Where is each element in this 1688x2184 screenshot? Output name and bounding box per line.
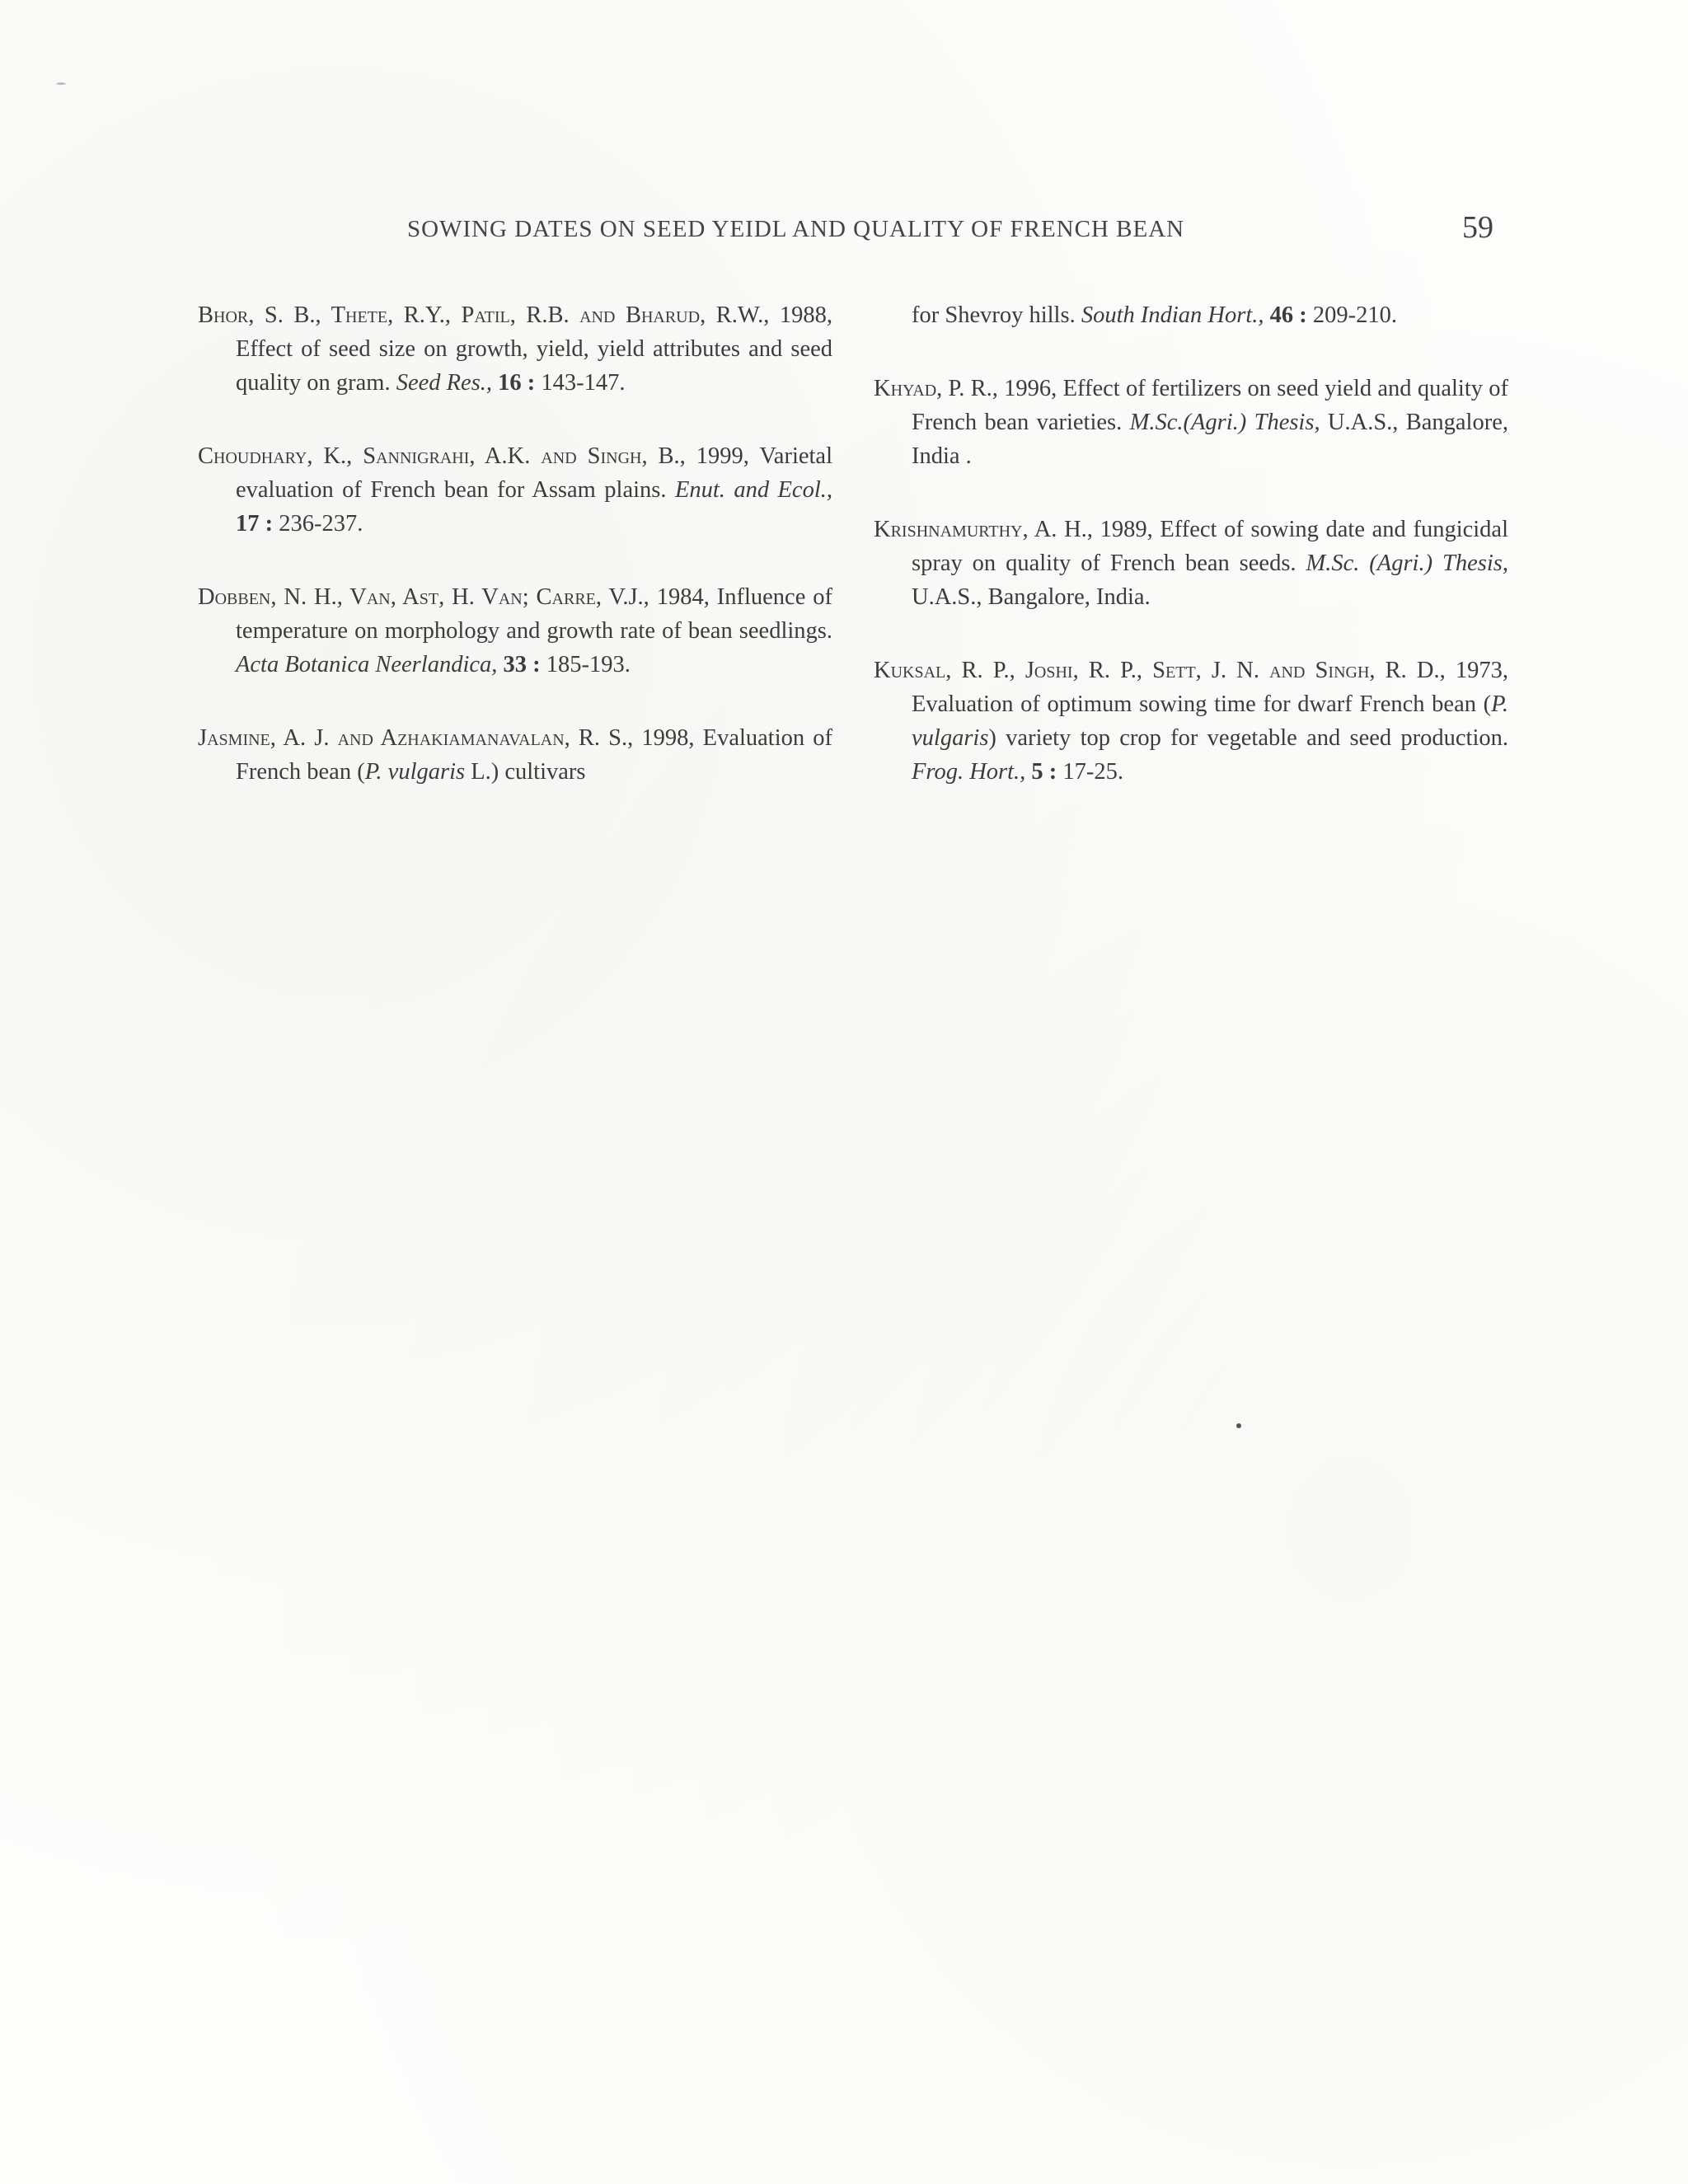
reference-pages: 236-237. xyxy=(279,511,363,537)
reference-volume: 33 : xyxy=(497,652,546,677)
reference-authors: Kuksal, R. P., Joshi, R. P., Sett, J. N. and Singh, R. D., xyxy=(874,658,1446,683)
reference-journal: Seed Res., xyxy=(396,370,493,396)
reference-title: Varietal evaluation of French bean for Assam plains. xyxy=(236,443,832,503)
reference-pages: 209-210. xyxy=(1312,302,1397,328)
scan-speck xyxy=(1236,1423,1241,1428)
reference-authors: Krishnamurthy, A. H., xyxy=(874,517,1093,542)
reference-journal: South Indian Hort., xyxy=(1081,302,1264,328)
reference-title: Evaluation of French bean ( xyxy=(236,725,832,785)
reference-entry xyxy=(198,298,832,400)
reference-pages: 17-25. xyxy=(1062,759,1124,785)
reference-title: Evaluation of optimum sowing time for dwarf French bean ( xyxy=(912,691,1492,717)
reference-authors: Khyad, P. R., xyxy=(874,376,998,401)
reference-volume: 17 : xyxy=(236,511,279,537)
reference-title: Influence of temperature on morphology and growth rate of bean seedlings. xyxy=(236,584,833,644)
reference-journal: M.Sc.(Agri.) Thesis, xyxy=(1129,410,1320,435)
reference-volume: 16 : xyxy=(492,370,542,396)
reference-authors: Dobben, N. H., Van, Ast, H. Van; Carre, V.J., xyxy=(198,584,649,610)
reference-journal: Acta Botanica Neerlandica, xyxy=(236,652,498,677)
reference-authors: Jasmine, A. J. and Azhakiamanavalan, R. S., xyxy=(198,725,634,751)
reference-entry xyxy=(874,654,1508,789)
reference-year: 1973, xyxy=(1445,658,1509,683)
reference-entry xyxy=(198,721,832,789)
reference-entry xyxy=(198,580,832,682)
reference-year: 1984, xyxy=(649,584,717,610)
reference-year: 1996, xyxy=(997,376,1063,401)
reference-title: for Shevroy hills. xyxy=(912,302,1081,328)
reference-species: P. vulgaris xyxy=(912,691,1508,751)
reference-volume: 5 : xyxy=(1025,759,1063,785)
reference-year: 1998, xyxy=(633,725,703,751)
reference-year: 1989, xyxy=(1092,517,1160,542)
reference-authors: Bhor, S. B., Thete, R.Y., Patil, R.B. and Bharud, R.W., xyxy=(198,302,770,328)
reference-authors: Choudhary, K., Sannigrahi, A.K. and Singh, B., xyxy=(198,443,686,469)
reference-journal: Enut. and Ecol., xyxy=(674,477,833,503)
reference-entry xyxy=(874,513,1508,614)
reference-journal: M.Sc. (Agri.) Thesis, xyxy=(1306,551,1508,576)
reference-species: P. vulgaris xyxy=(364,759,466,785)
reference-pages: U.A.S., Bangalore, India. xyxy=(912,584,1151,610)
reference-year: 1988, xyxy=(769,302,833,328)
running-head: SOWING DATES ON SEED YEIDL AND QUALITY OF FRENCH BEAN xyxy=(407,216,1185,242)
references-right-column xyxy=(874,298,1508,828)
page-number: 59 xyxy=(1462,210,1493,245)
reference-journal: Frog. Hort., xyxy=(912,759,1026,785)
references-left-column xyxy=(198,298,832,828)
scan-speck xyxy=(56,82,66,85)
reference-title: Effect of fertilizers on seed yield and quality of French bean varieties. xyxy=(912,376,1509,435)
reference-title-end: ) variety top crop for vegetable and seed production. xyxy=(988,725,1508,751)
reference-continuation xyxy=(874,298,1508,332)
reference-title: Effect of sowing date and fungicidal spray on quality of French bean seeds. xyxy=(912,517,1509,576)
reference-pages: 185-193. xyxy=(546,652,631,677)
reference-volume: 46 : xyxy=(1264,302,1313,328)
reference-entry xyxy=(874,372,1508,473)
reference-year: 1999, xyxy=(685,443,760,469)
reference-entry xyxy=(198,439,832,541)
reference-pages: 143-147. xyxy=(541,370,626,396)
reference-pages: U.A.S., Bangalore, India . xyxy=(912,410,1508,469)
reference-title: Effect of seed size on growth, yield, yield attributes and seed quality on gram. xyxy=(236,336,832,396)
page-header xyxy=(0,210,1688,257)
reference-title-end: L.) cultivars xyxy=(465,759,586,785)
